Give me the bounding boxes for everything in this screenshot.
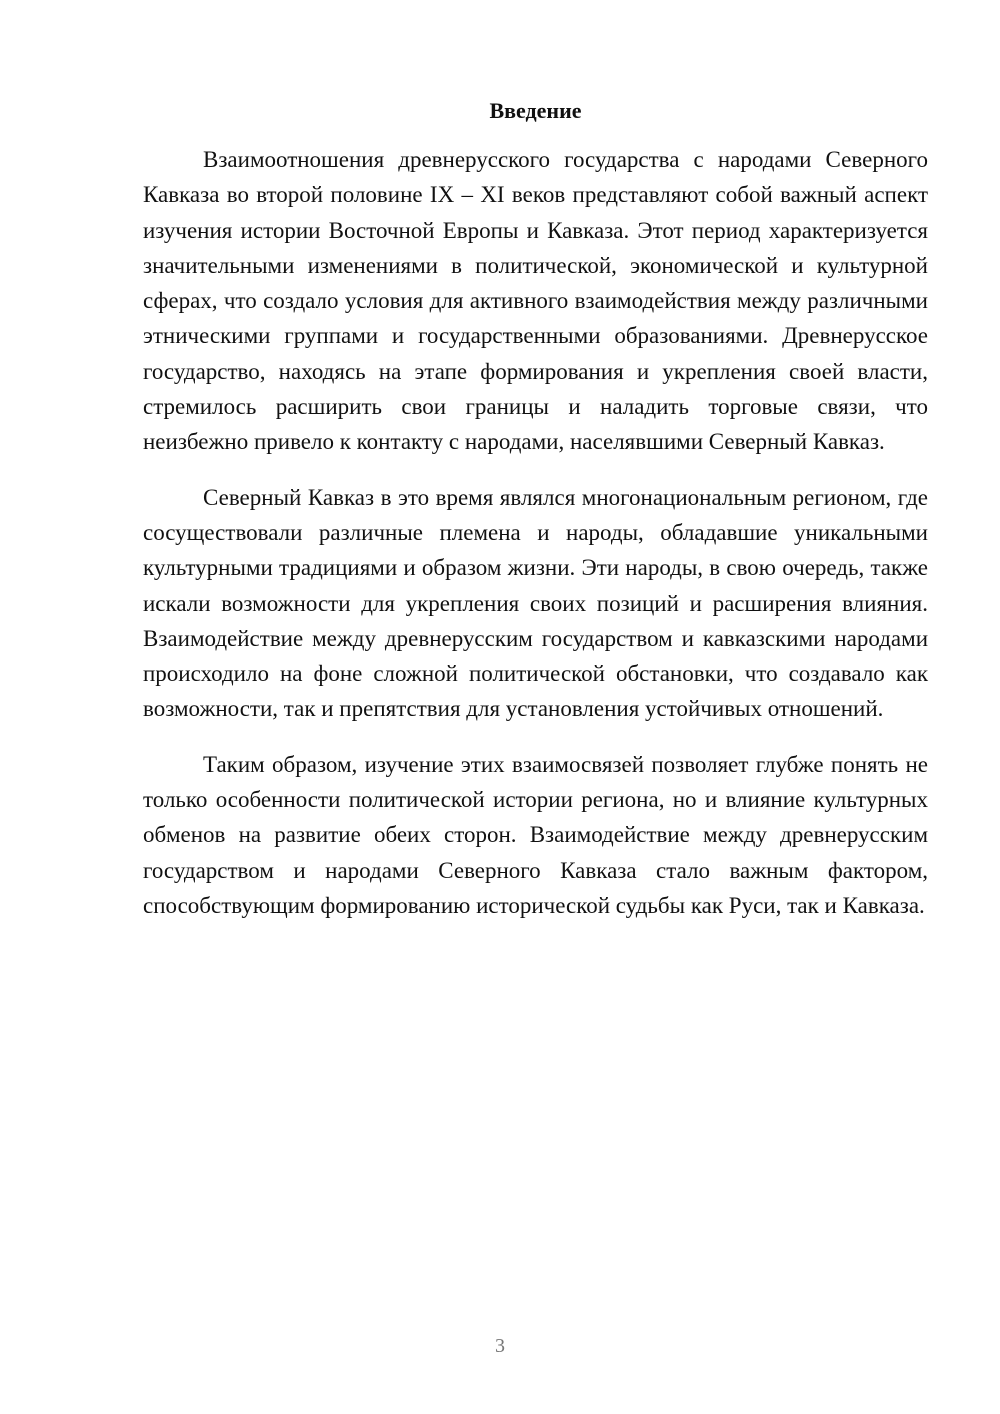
paragraph-2: Северный Кавказ в это время являлся многонациональным регионом, где сосуществовали различные племена и народы, обладавшие уникальными культурными традициями и образом жизни. Эти народы, в свою очередь, также искали возможности для укрепления своих позиций и расширения влияния. Взаимодействие между древнерусским государством и кавказскими народами происходило на фоне сложной политической обстановки, что создавало как возможности, так и препятствия для установления устойчивых отношений. bbox=[143, 484, 928, 722]
page-content bbox=[143, 98, 928, 923]
paragraph-1: Взаимоотношения древнерусского государства с народами Северного Кавказа во второй половине IX – XI веков представляют собой важный аспект изучения истории Восточной Европы и Кавказа. Этот период характеризуется значительными изменениями в политической, экономической и культурной сферах, что создало условия для активного взаимодействия между различными этническими группами и государственными образованиями. Древнерусское государство, находясь на этапе формирования и укрепления своей власти, стремилось расширить свои границы и наладить торговые связи, что неизбежно привело к контакту с народами, населявшими Северный Кавказ. bbox=[143, 147, 928, 455]
section-title: Введение bbox=[489, 98, 582, 123]
paragraph-3: Таким образом, изучение этих взаимосвязей позволяет глубже понять не только особенности политической истории региона, но и влияние культурных обменов на развитие обеих сторон. Взаимодействие между древнерусским государством и народами Северного Кавказа стало важным фактором, способствующим формированию исторической судьбы как Руси, так и Кавказа. bbox=[143, 751, 928, 918]
page-number: 3 bbox=[495, 1335, 505, 1357]
